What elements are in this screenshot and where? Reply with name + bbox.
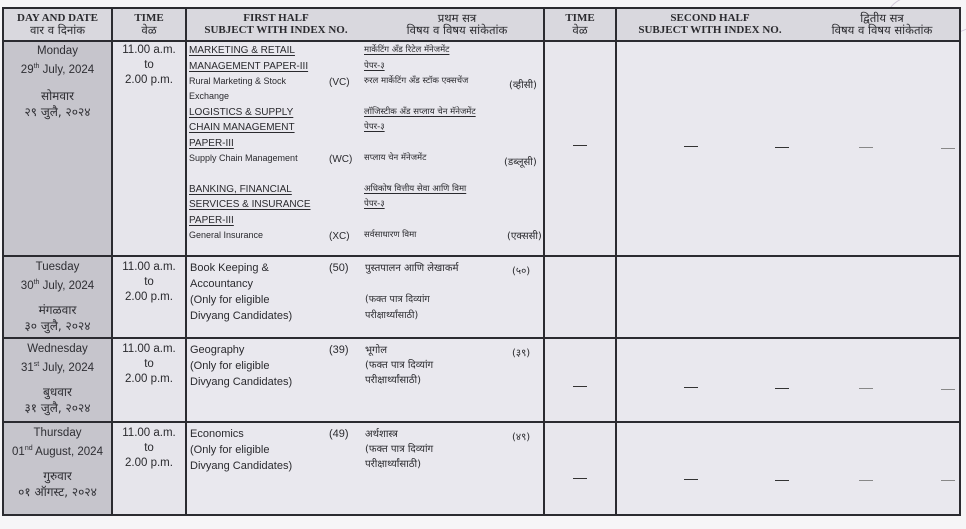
index-code-en: (50)	[329, 262, 349, 274]
row-divider	[4, 255, 959, 257]
subject-en: Book Keeping & Accountancy (Only for eligible Divyang Candidates)	[190, 262, 293, 322]
paper-title-en: MARKETING & RETAIL	[189, 45, 295, 56]
empty-dash	[573, 386, 587, 387]
header-second-half-sub-mr: विषय व विषय सांकेतांक	[831, 23, 933, 37]
paper-title-en: LOGISTICS & SUPPLY	[189, 107, 294, 118]
subject-mr: रुरल मार्केटिंग अँड स्टॉक एक्सचेंज	[364, 76, 469, 86]
header-first-half	[187, 9, 543, 40]
empty-dash	[573, 478, 587, 479]
header-second-half-en: SECOND HALF	[670, 12, 750, 24]
date-en: 31st July, 2024	[20, 361, 94, 374]
subject-mr: भूगोल (फक्त पात्र दिव्यांग परीक्षार्थ्यांसाठी)	[365, 345, 434, 386]
header-first-half-sub-en: SUBJECT WITH INDEX NO.	[204, 24, 348, 36]
col-divider	[185, 9, 187, 514]
paper-title-mr: मार्केटिंग अँड रिटेल मॅनेजमेंट	[364, 45, 450, 55]
subject-en: Supply Chain Management	[189, 153, 298, 163]
empty-dash	[775, 388, 789, 389]
index-code-en: (VC)	[329, 77, 350, 88]
paper-title-en: PAPER-III	[189, 138, 234, 149]
subject-mr: अर्थशास्त्र (फक्त पात्र दिव्यांग परीक्षार्थ्यांसाठी)	[365, 429, 434, 470]
paper-title-en: SERVICES & INSURANCE	[189, 199, 311, 210]
index-code-en: (39)	[329, 344, 349, 356]
empty-dash	[775, 147, 789, 148]
index-code-mr: (एक्ससी)	[507, 231, 542, 242]
empty-dash	[859, 480, 873, 481]
header-time-en: TIME	[134, 12, 164, 24]
index-code-en: (WC)	[329, 154, 353, 165]
index-code-mr: (व्हीसी)	[509, 80, 537, 91]
row-divider	[4, 421, 959, 423]
header-second-half-sub-en: SUBJECT WITH INDEX NO.	[638, 24, 782, 36]
header-time2-mr: वेळ	[572, 23, 588, 37]
col-divider	[615, 9, 617, 514]
time2-column-bg	[543, 42, 615, 514]
header-second-half-mr: द्वितीय सत्र	[860, 11, 904, 25]
header-day-date-mr: वार व दिनांक	[29, 23, 86, 37]
day-name-en: Tuesday	[35, 261, 80, 273]
day-name-en: Thursday	[33, 427, 82, 439]
paper-title-mr: पेपर-३	[364, 122, 385, 132]
row-divider	[4, 337, 959, 339]
exam-timetable	[2, 7, 961, 516]
day-name-en: Wednesday	[27, 343, 88, 355]
empty-dash	[859, 388, 873, 389]
date-mr: ३० जुलै, २०२४	[24, 318, 91, 333]
header-time	[113, 9, 185, 40]
header-day-date-en: DAY AND DATE	[17, 12, 98, 24]
header-first-half-sub-mr: विषय व विषय सांकेतांक	[406, 23, 508, 37]
subject-mr: पुस्तपालन आणि लेखाकर्म	[365, 263, 459, 274]
subject-en: General Insurance	[189, 230, 264, 240]
index-code-mr: (४९)	[512, 432, 531, 443]
date-en: 30th July, 2024	[20, 279, 95, 292]
paper-title-mr: पेपर-३	[364, 199, 385, 209]
header-second-half	[617, 9, 961, 40]
index-code-mr: (डब्लूसी)	[504, 157, 537, 168]
index-code-en: (49)	[329, 428, 349, 440]
date-mr: ३१ जुलै, २०२४	[24, 400, 91, 415]
subject-en: Exchange	[189, 91, 230, 101]
date-mr: ०१ ऑगस्ट, २०२४	[18, 484, 97, 499]
subject-en: Geography (Only for eligible Divyang Candidates)	[190, 344, 293, 388]
time-cell: 11.00 a.m. to 2.00 p.m.	[122, 44, 176, 86]
paper-title-en: PAPER-III	[189, 215, 234, 226]
day-name-mr: मंगळवार	[38, 302, 77, 317]
day-name-mr: बुधवार	[43, 384, 72, 399]
col-divider	[543, 9, 545, 514]
paper-title-mr: पेपर-३	[364, 61, 385, 71]
day-date-cell	[4, 425, 111, 500]
header-time2-en: TIME	[565, 12, 595, 24]
index-code-mr: (५०)	[512, 266, 531, 277]
date-en: 01nd August, 2024	[12, 445, 103, 458]
empty-dash	[684, 479, 698, 480]
paper-title-en: MANAGEMENT PAPER-III	[189, 61, 309, 72]
time-cell: 11.00 a.m. to 2.00 p.m.	[122, 261, 176, 303]
empty-dash	[684, 387, 698, 388]
paper-title-en: CHAIN MANAGEMENT	[189, 122, 295, 133]
time-cell: 11.00 a.m. to 2.00 p.m.	[122, 343, 176, 385]
date-mr: २९ जुलै, २०२४	[24, 104, 91, 119]
day-date-cell	[4, 43, 111, 120]
table-header	[4, 9, 959, 42]
subject-mr: सर्वसाधारण विमा	[364, 230, 417, 240]
day-name-mr: गुरुवार	[43, 468, 72, 483]
day-name-mr: सोमवार	[40, 88, 75, 103]
header-time-mr: वेळ	[141, 23, 157, 37]
date-en: 29th July, 2024	[20, 63, 95, 76]
empty-dash	[941, 389, 955, 390]
subject-mr: सप्लाय चेन मॅनेजमेंट	[364, 153, 427, 163]
day-name-en: Monday	[37, 45, 78, 57]
header-time2	[545, 9, 615, 40]
day-date-cell	[4, 341, 111, 416]
day-date-cell	[4, 259, 111, 334]
paper-title-mr: लॉजिस्टीक अँड सप्लाय चेन मॅनेजमेंट	[364, 107, 476, 117]
note-mr: (फक्त पात्र दिव्यांग परीक्षार्थ्यांसाठी)	[365, 294, 430, 321]
header-first-half-mr: प्रथम सत्र	[437, 11, 477, 25]
header-day-date	[4, 9, 111, 40]
index-code-en: (XC)	[329, 231, 350, 242]
empty-dash	[941, 148, 955, 149]
subject-en: Economics (Only for eligible Divyang Candidates)	[190, 428, 293, 472]
index-code-mr: (३९)	[512, 348, 531, 359]
empty-dash	[573, 145, 587, 146]
empty-dash	[859, 147, 873, 148]
header-first-half-en: FIRST HALF	[243, 12, 309, 24]
empty-dash	[684, 146, 698, 147]
empty-dash	[775, 480, 789, 481]
empty-dash	[941, 480, 955, 481]
time-cell: 11.00 a.m. to 2.00 p.m.	[122, 427, 176, 469]
paper-title-en: BANKING, FINANCIAL	[189, 184, 292, 195]
paper-title-mr: अधिकोष वित्तीय सेवा आणि विमा	[364, 184, 467, 194]
subject-en: Rural Marketing & Stock	[189, 76, 287, 86]
